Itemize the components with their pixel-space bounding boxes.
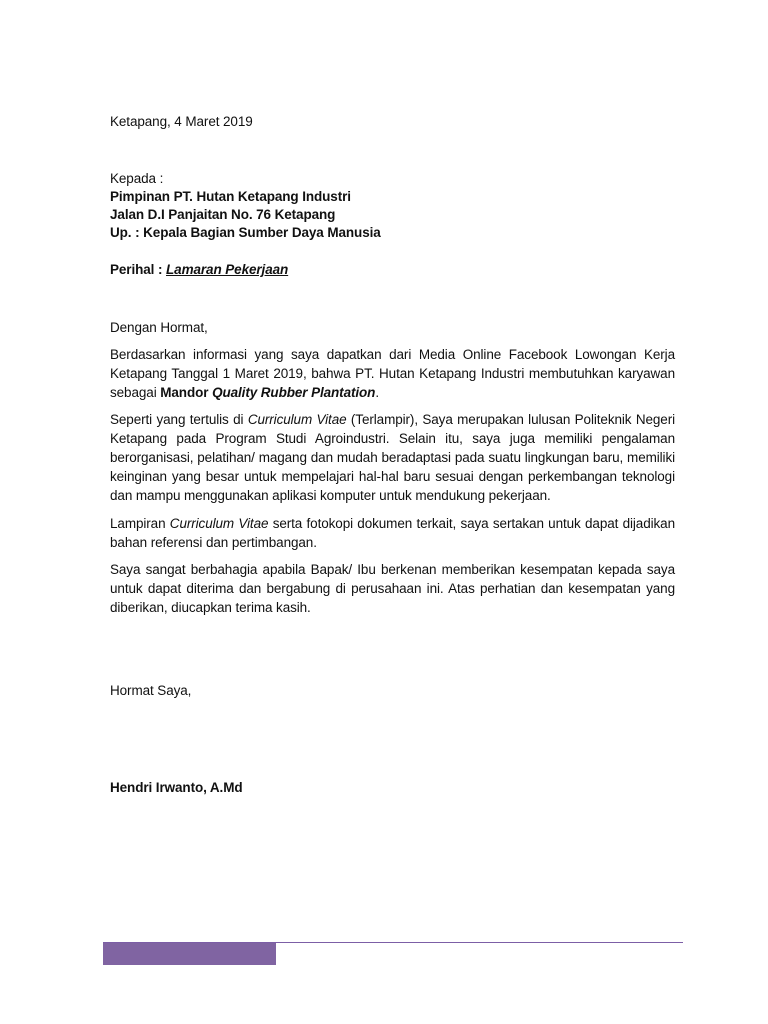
closing: Hormat Saya,: [110, 683, 192, 698]
recipient-line-2: Jalan D.I Panjaitan No. 76 Ketapang: [110, 207, 336, 222]
place-date: Ketapang, 4 Maret 2019: [110, 114, 253, 129]
to-label: Kepada :: [110, 171, 164, 186]
footer-accent-bar: [103, 943, 276, 965]
paragraph-3: [110, 514, 675, 552]
subject-value: Lamaran Pekerjaan: [166, 262, 289, 277]
position-italic: Quality Rubber Plantation: [212, 385, 376, 400]
paragraph-1: [110, 345, 675, 402]
paragraph-2-italic: Curriculum Vitae: [247, 412, 347, 427]
recipient-line-3: Up. : Kepala Bagian Sumber Daya Manusia: [110, 225, 381, 240]
paragraph-1-text: Berdasarkan informasi yang saya dapatkan dari Media Online Facebook Lowongan Kerja Ketapang Tanggal 1 Maret 2019, bahwa PT. Hutan Ketapang Industri membutuhkan karyawan sebagai: [110, 347, 675, 400]
position-plain: Mandor: [160, 385, 209, 400]
paragraph-4: [110, 560, 675, 617]
paragraph-2-a: Seperti yang tertulis di: [110, 412, 248, 427]
paragraph-3-b: serta fotokopi dokumen terkait, saya sertakan untuk dapat dijadikan bahan referensi dan pertimbangan.: [110, 516, 675, 550]
subject-label: Perihal :: [110, 262, 163, 277]
paragraph-1-end: .: [375, 385, 379, 400]
paragraph-2-b: (Terlampir), Saya merupakan lulusan Politeknik Negeri Ketapang pada Program Studi Agroindustri. Selain itu, saya juga memiliki pengalaman berorganisasi, pelatihan/ magang dan mudah beradaptasi pada suatu lingkungan baru, memiliki keinginan yang besar untuk mempelajari hal-hal baru sesuai dengan perkembangan teknologi dan mampu menggunakan aplikasi komputer untuk mendukung pekerjaan.: [110, 412, 675, 503]
paragraph-3-italic: Curriculum Vitae: [169, 516, 269, 531]
paragraph-3-a: Lampiran: [110, 516, 170, 531]
signature-name: Hendri Irwanto, A.Md: [110, 780, 243, 795]
greeting: Dengan Hormat,: [110, 320, 208, 335]
paragraph-2: [110, 410, 675, 505]
paragraph-4-text: Saya sangat berbahagia apabila Bapak/ Ibu berkenan memberikan kesempatan kepada saya untuk dapat diterima dan bergabung di perusahaan ini. Atas perhatian dan kesempatan yang diberikan, diucapkan terima kasih.: [110, 562, 675, 615]
subject-line: [110, 261, 288, 278]
recipient-line-1: Pimpinan PT. Hutan Ketapang Industri: [110, 189, 351, 204]
